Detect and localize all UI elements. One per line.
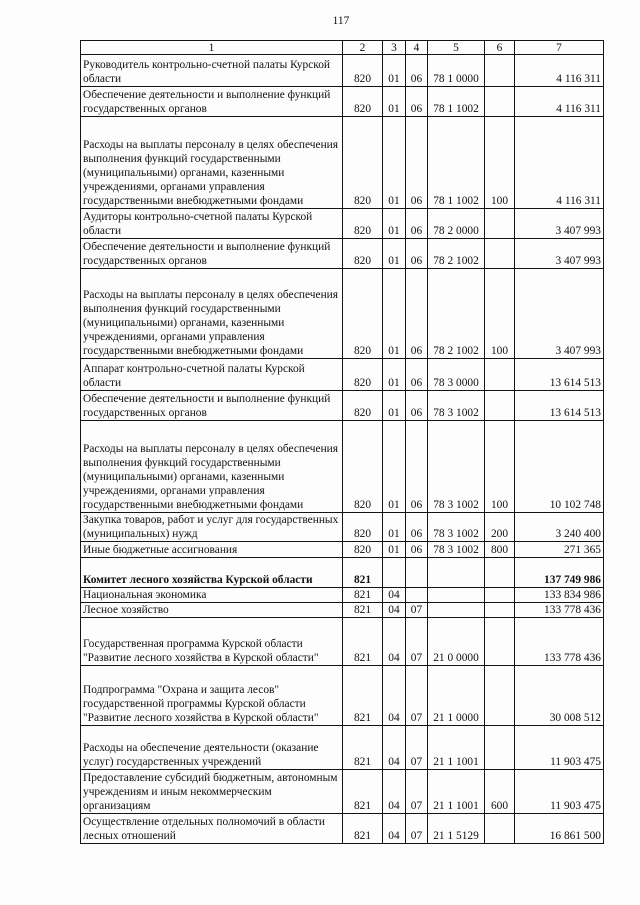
expense-type-code: 800	[485, 542, 515, 558]
amount: 13 614 513	[515, 359, 604, 391]
column-number-header: 2	[343, 41, 383, 55]
section-code: 01	[383, 391, 406, 421]
target-article-code: 21 1 1001	[428, 726, 485, 770]
ministry-code: 821	[343, 618, 383, 666]
row-description	[81, 588, 343, 603]
table-row	[81, 117, 604, 209]
description-line: (муниципальными) органами, казенными	[83, 167, 285, 179]
row-description	[81, 421, 343, 513]
section-code: 01	[383, 421, 406, 513]
row-description	[81, 269, 343, 359]
expense-type-code	[485, 603, 515, 618]
subsection-code: 06	[406, 391, 428, 421]
ministry-code: 821	[343, 666, 383, 726]
description-line: Расходы на выплаты персоналу в целях обеспечения	[83, 443, 339, 455]
amount: 3 240 400	[515, 513, 604, 542]
expense-type-code: 600	[485, 770, 515, 814]
amount: 16 861 500	[515, 814, 604, 844]
amount: 10 102 748	[515, 421, 604, 513]
section-code: 01	[383, 55, 406, 87]
expense-type-code	[485, 558, 515, 588]
description-line: Аудиторы контрольно-счетной палаты Курской	[83, 211, 313, 223]
expense-type-code	[485, 359, 515, 391]
expense-type-code	[485, 814, 515, 844]
section-code: 04	[383, 603, 406, 618]
target-article-code: 78 2 1002	[428, 269, 485, 359]
row-description	[81, 359, 343, 391]
target-article-code: 78 3 1002	[428, 421, 485, 513]
section-code: 04	[383, 770, 406, 814]
description-line: "Развитие лесного хозяйства в Курской области"	[83, 712, 319, 724]
description-line: выполнения функций государственными	[83, 153, 281, 165]
target-article-code	[428, 603, 485, 618]
table-row	[81, 558, 604, 588]
table-row	[81, 359, 604, 391]
ministry-code: 821	[343, 558, 383, 588]
ministry-code: 820	[343, 239, 383, 269]
section-code: 04	[383, 726, 406, 770]
row-description	[81, 209, 343, 239]
header-row	[81, 41, 604, 55]
ministry-code: 820	[343, 421, 383, 513]
description-line: (муниципальными) органами, казенными	[83, 317, 285, 329]
description-line: государственных органов	[83, 103, 207, 115]
description-line: Государственная программа Курской области	[83, 638, 303, 650]
description-line: Лесное хозяйство	[83, 604, 169, 616]
subsection-code: 07	[406, 726, 428, 770]
ministry-code: 821	[343, 726, 383, 770]
description-line: Расходы на выплаты персоналу в целях обеспечения	[83, 139, 339, 151]
target-article-code: 21 1 0000	[428, 666, 485, 726]
column-number-header: 1	[81, 41, 343, 55]
ministry-code: 821	[343, 588, 383, 603]
section-code: 01	[383, 209, 406, 239]
row-description	[81, 513, 343, 542]
subsection-code: 06	[406, 269, 428, 359]
ministry-code: 821	[343, 770, 383, 814]
column-number-header: 7	[515, 41, 604, 55]
description-line: Аппарат контрольно-счетной палаты Курской	[83, 363, 305, 375]
row-description	[81, 814, 343, 844]
subsection-code: 07	[406, 603, 428, 618]
row-description	[81, 603, 343, 618]
ministry-code: 820	[343, 87, 383, 117]
section-code: 01	[383, 359, 406, 391]
subsection-code: 07	[406, 618, 428, 666]
amount: 133 778 436	[515, 618, 604, 666]
amount: 4 116 311	[515, 87, 604, 117]
expense-type-code: 200	[485, 513, 515, 542]
section-code: 04	[383, 618, 406, 666]
table-row	[81, 618, 604, 666]
amount: 4 116 311	[515, 117, 604, 209]
ministry-code: 820	[343, 55, 383, 87]
table-row	[81, 239, 604, 269]
description-line: государственными внебюджетными фондами	[83, 499, 304, 511]
amount: 133 834 986	[515, 588, 604, 603]
description-line: области	[83, 73, 122, 85]
table-row	[81, 269, 604, 359]
description-line: области	[83, 225, 122, 237]
row-description	[81, 770, 343, 814]
expense-type-code	[485, 209, 515, 239]
description-line: организациям	[83, 800, 151, 812]
row-description	[81, 87, 343, 117]
description-line: государственных органов	[83, 255, 207, 267]
amount: 11 903 475	[515, 770, 604, 814]
expense-type-code	[485, 726, 515, 770]
description-line: лесных отношений	[83, 830, 176, 842]
subsection-code: 06	[406, 55, 428, 87]
description-line: Руководитель контрольно-счетной палаты Курской	[83, 59, 330, 71]
budget-table	[80, 40, 604, 844]
section-code: 04	[383, 666, 406, 726]
description-line: государственной программы Курской области	[83, 698, 306, 710]
target-article-code: 78 2 1002	[428, 239, 485, 269]
expense-type-code	[485, 55, 515, 87]
ministry-code: 821	[343, 814, 383, 844]
description-line: Закупка товаров, работ и услуг для государственных	[83, 514, 339, 526]
table-row	[81, 666, 604, 726]
description-line: Расходы на обеспечение деятельности (оказание	[83, 742, 319, 754]
column-number-header: 5	[428, 41, 485, 55]
target-article-code	[428, 588, 485, 603]
section-code: 04	[383, 588, 406, 603]
section-code: 01	[383, 239, 406, 269]
section-code: 01	[383, 542, 406, 558]
description-line: (муниципальных) нужд	[83, 528, 198, 540]
description-line: Предоставление субсидий бюджетным, автономным	[83, 772, 338, 784]
row-description	[81, 666, 343, 726]
section-code: 01	[383, 269, 406, 359]
subsection-code: 06	[406, 421, 428, 513]
description-line: Подпрограмма "Охрана и защита лесов"	[83, 684, 280, 696]
table-row	[81, 726, 604, 770]
ministry-code: 821	[343, 603, 383, 618]
description-line: учреждениям и иным некоммерческим	[83, 786, 272, 798]
ministry-code: 820	[343, 513, 383, 542]
subsection-code: 06	[406, 513, 428, 542]
table-row	[81, 770, 604, 814]
expense-type-code	[485, 87, 515, 117]
target-article-code: 78 1 1002	[428, 87, 485, 117]
table-row	[81, 513, 604, 542]
table-row	[81, 814, 604, 844]
row-description	[81, 558, 343, 588]
description-line: Иные бюджетные ассигнования	[83, 544, 238, 556]
column-number-header: 6	[485, 41, 515, 55]
expense-type-code: 100	[485, 421, 515, 513]
target-article-code: 78 3 0000	[428, 359, 485, 391]
column-number-header: 4	[406, 41, 428, 55]
description-line: Обеспечение деятельности и выполнение функций	[83, 89, 331, 101]
amount: 137 749 986	[515, 558, 604, 588]
expense-type-code	[485, 618, 515, 666]
ministry-code: 820	[343, 209, 383, 239]
target-article-code: 78 3 1002	[428, 513, 485, 542]
expense-type-code	[485, 391, 515, 421]
table-row	[81, 588, 604, 603]
amount: 13 614 513	[515, 391, 604, 421]
description-line: выполнения функций государственными	[83, 303, 281, 315]
description-line: Национальная экономика	[83, 589, 207, 601]
page-number: 117	[332, 15, 350, 27]
description-line: учреждениями, органами управления	[83, 181, 265, 193]
row-description	[81, 618, 343, 666]
section-code: 01	[383, 87, 406, 117]
row-description	[81, 391, 343, 421]
row-description	[81, 542, 343, 558]
row-description	[81, 55, 343, 87]
table-row	[81, 87, 604, 117]
subsection-code: 06	[406, 542, 428, 558]
row-description	[81, 239, 343, 269]
target-article-code: 78 1 0000	[428, 55, 485, 87]
description-line: учреждениями, органами управления	[83, 485, 265, 497]
subsection-code: 07	[406, 666, 428, 726]
target-article-code: 21 1 5129	[428, 814, 485, 844]
target-article-code	[428, 558, 485, 588]
section-code	[383, 558, 406, 588]
description-line: государственных органов	[83, 407, 207, 419]
amount: 3 407 993	[515, 209, 604, 239]
subsection-code: 06	[406, 359, 428, 391]
description-line: учреждениями, органами управления	[83, 331, 265, 343]
table-row	[81, 542, 604, 558]
table-row	[81, 603, 604, 618]
target-article-code: 21 1 1001	[428, 770, 485, 814]
expense-type-code	[485, 588, 515, 603]
section-code: 04	[383, 814, 406, 844]
subsection-code: 07	[406, 814, 428, 844]
description-line: Осуществление отдельных полномочий в области	[83, 816, 326, 828]
column-number-header: 3	[383, 41, 406, 55]
expense-type-code: 100	[485, 269, 515, 359]
table-row	[81, 421, 604, 513]
subsection-code: 06	[406, 87, 428, 117]
description-line: Обеспечение деятельности и выполнение функций	[83, 393, 331, 405]
description-line: государственными внебюджетными фондами	[83, 345, 304, 357]
subsection-code: 06	[406, 209, 428, 239]
description-line: Обеспечение деятельности и выполнение функций	[83, 241, 331, 253]
amount: 271 365	[515, 542, 604, 558]
section-code: 01	[383, 513, 406, 542]
description-line: (муниципальными) органами, казенными	[83, 471, 285, 483]
ministry-code: 820	[343, 542, 383, 558]
description-line: Расходы на выплаты персоналу в целях обеспечения	[83, 289, 339, 301]
description-line: Комитет лесного хозяйства Курской области	[83, 574, 313, 586]
subsection-code	[406, 588, 428, 603]
expense-type-code: 100	[485, 117, 515, 209]
description-line: выполнения функций государственными	[83, 457, 281, 469]
target-article-code: 78 1 1002	[428, 117, 485, 209]
section-code: 01	[383, 117, 406, 209]
row-description	[81, 726, 343, 770]
subsection-code	[406, 558, 428, 588]
amount: 3 407 993	[515, 269, 604, 359]
amount: 11 903 475	[515, 726, 604, 770]
subsection-code: 06	[406, 117, 428, 209]
table-row	[81, 209, 604, 239]
amount: 3 407 993	[515, 239, 604, 269]
amount: 4 116 311	[515, 55, 604, 87]
row-description	[81, 117, 343, 209]
target-article-code: 78 2 0000	[428, 209, 485, 239]
subsection-code: 07	[406, 770, 428, 814]
ministry-code: 820	[343, 117, 383, 209]
description-line: государственными внебюджетными фондами	[83, 195, 304, 207]
ministry-code: 820	[343, 359, 383, 391]
amount: 133 778 436	[515, 603, 604, 618]
target-article-code: 78 3 1002	[428, 542, 485, 558]
ministry-code: 820	[343, 269, 383, 359]
description-line: услуг) государственных учреждений	[83, 756, 262, 768]
expense-type-code	[485, 239, 515, 269]
table-row	[81, 55, 604, 87]
table-row	[81, 391, 604, 421]
ministry-code: 820	[343, 391, 383, 421]
amount: 30 008 512	[515, 666, 604, 726]
target-article-code: 78 3 1002	[428, 391, 485, 421]
expense-type-code	[485, 666, 515, 726]
description-line: "Развитие лесного хозяйства в Курской области"	[83, 652, 319, 664]
target-article-code: 21 0 0000	[428, 618, 485, 666]
subsection-code: 06	[406, 239, 428, 269]
description-line: области	[83, 377, 122, 389]
